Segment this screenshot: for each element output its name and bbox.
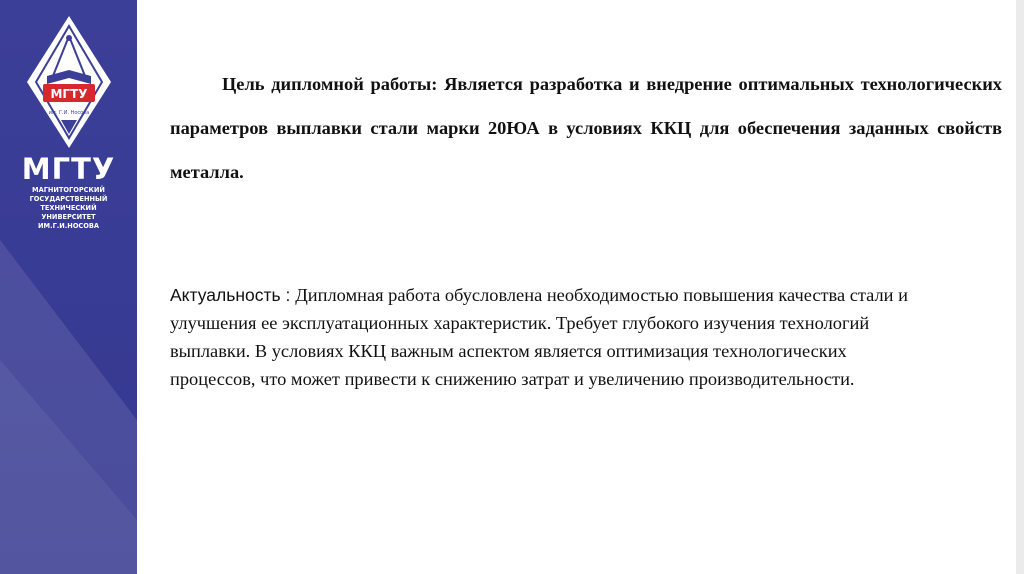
university-full-name xyxy=(0,186,137,231)
goal-paragraph: Цель дипломной работы: Является разработка и внедрение оптимальных технологических параметров выплавки стали марки 20ЮА в условиях ККЦ для обеспечения заданных свойств металла. xyxy=(170,74,1002,182)
relevance-text: Дипломная работа обусловлена необходимостью повышения качества стали и улучшения ее эксплуатационных характеристик. Требует глубокого изучения технологий выплавки. В условиях ККЦ важным аспектом является оптимизация технологических процессов, что может привести к снижению затрат и увеличению производительности. xyxy=(170,285,908,389)
university-subtitle-line: МАГНИТОГОРСКИЙ xyxy=(32,186,105,194)
relevance-label: Актуальность : xyxy=(170,285,296,305)
university-name: МГТУ xyxy=(21,152,116,186)
emblem-text: МГТУ xyxy=(50,87,88,101)
university-subtitle-line: ГОСУДАРСТВЕННЫЙ xyxy=(29,195,108,203)
slide-edge xyxy=(1016,0,1024,574)
relevance-paragraph xyxy=(170,281,930,393)
university-subtitle-line: ИМ.Г.И.НОСОВА xyxy=(37,222,99,230)
university-subtitle-line: УНИВЕРСИТЕТ xyxy=(41,213,96,221)
university-subtitle-line: ТЕХНИЧЕСКИЙ xyxy=(40,204,97,212)
sidebar xyxy=(0,0,137,574)
university-emblem-icon xyxy=(25,14,113,150)
emblem-small-text: им. Г.И. Носова xyxy=(48,110,90,116)
